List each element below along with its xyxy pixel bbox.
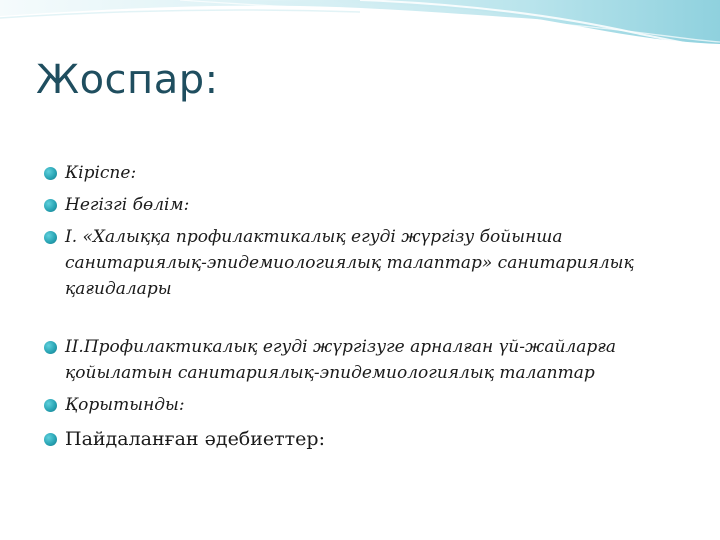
- bullet-dot-icon: [44, 199, 57, 212]
- bullet-text: І. «Халыққа профилактикалық егуді жүргізу бойынша санитариялық-эпидемиологиялық талаптар» санитариялық қағидалары: [65, 227, 634, 299]
- bullet-item-section-2: [44, 334, 694, 386]
- bullet-dot-icon: [44, 167, 57, 180]
- bullet-item-conclusion: [44, 392, 694, 418]
- bullet-item-introduction: [44, 160, 694, 186]
- bullet-dot-icon: [44, 399, 57, 412]
- bullet-text: Қорытынды:: [65, 395, 185, 415]
- bullet-text: Пайдаланған әдебиеттер:: [65, 428, 325, 450]
- bullet-text: ІІ.Профилактикалық егуді жүргізуге арналған үй-жайларға қойылатын санитариялық-эпидемиологиялық талаптар: [65, 337, 616, 383]
- bullet-text: Негізгі бөлім:: [65, 195, 190, 215]
- bullet-item-section-1: [44, 224, 694, 302]
- bullet-list: [44, 160, 694, 453]
- bullet-item-references: [44, 425, 694, 453]
- bullet-dot-icon: [44, 231, 57, 244]
- bullet-dot-icon: [44, 433, 57, 446]
- bullet-dot-icon: [44, 341, 57, 354]
- wave-decoration: [0, 0, 720, 60]
- slide-title: Жоспар:: [36, 57, 219, 103]
- bullet-item-main-part: [44, 192, 694, 218]
- bullet-text: Кіріспе:: [65, 163, 137, 183]
